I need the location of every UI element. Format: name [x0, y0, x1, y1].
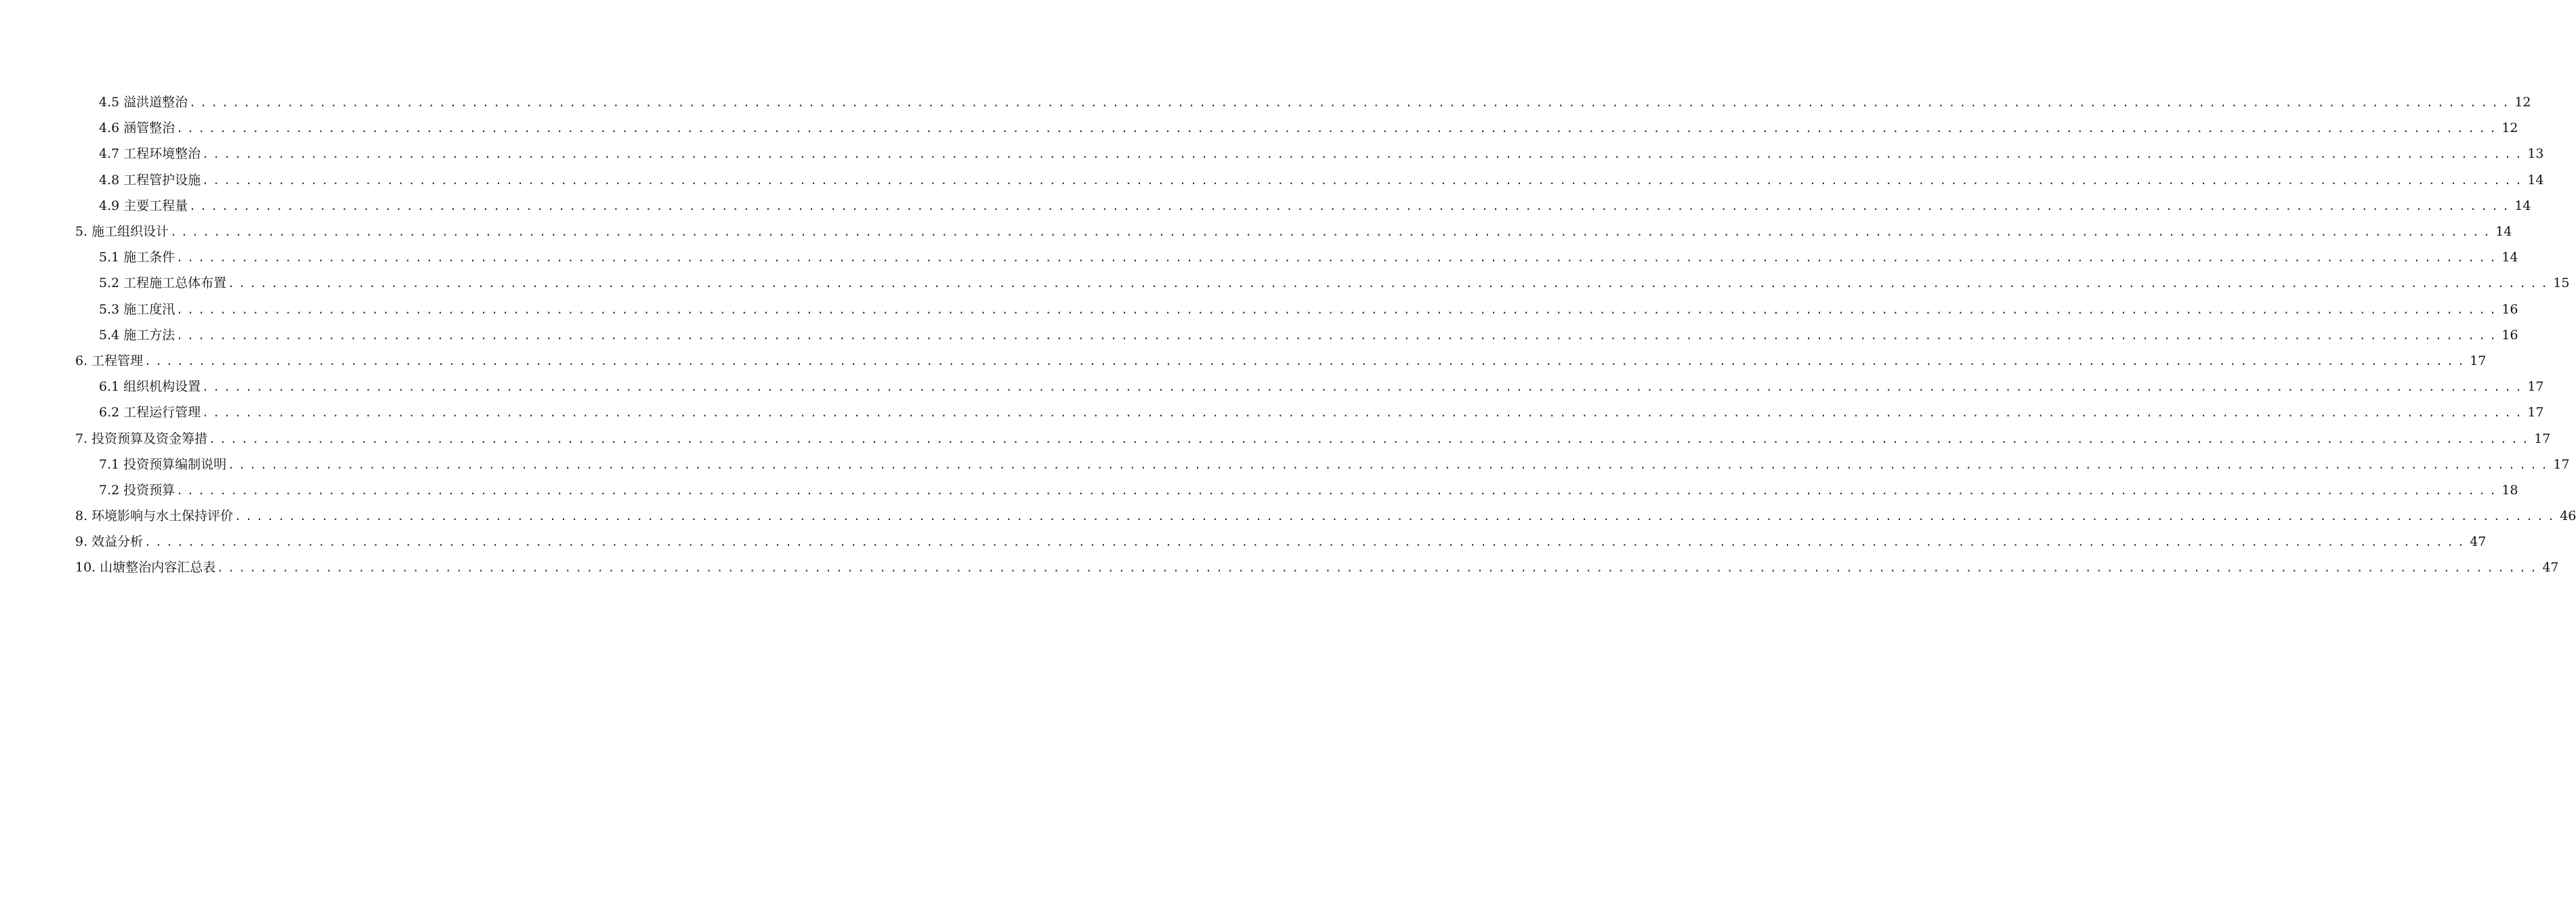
- toc-entry-number: 7.1: [99, 456, 124, 472]
- toc-entry-number: 6.1: [99, 379, 124, 395]
- toc-entry-number: 5.2: [99, 276, 124, 291]
- toc-entry-title: 涵管整治: [123, 121, 175, 136]
- dot-leader: ......................................................................................................................................................................................................................: [217, 561, 2541, 575]
- toc-entry-number: 4.8: [99, 172, 124, 188]
- toc-entry-title: 投资预算编制说明: [123, 456, 227, 472]
- toc-entry-page: 14: [2501, 250, 2518, 265]
- toc-entry-page: 16: [2501, 327, 2518, 343]
- toc-entry-title: 施工度汛: [123, 301, 175, 317]
- toc-entry-5-3[interactable]: [0, 297, 2518, 322]
- toc-entry-6-1[interactable]: [0, 374, 2544, 399]
- toc-entry-page: 12: [2514, 95, 2531, 110]
- toc-entry-number: 7.: [75, 431, 92, 446]
- dot-leader: ......................................................................................................................................................................................................................: [176, 328, 2501, 342]
- toc-entry-page: 46: [2560, 508, 2576, 524]
- toc-entry-number: 5.: [75, 224, 92, 240]
- toc-entry-title: 施工方法: [123, 327, 175, 343]
- dot-leader: ......................................................................................................................................................................................................................: [228, 458, 2552, 471]
- dot-leader: ......................................................................................................................................................................................................................: [144, 354, 2469, 368]
- toc-entry-title: 组织机构设置: [123, 379, 201, 395]
- toc-entry-5-4[interactable]: [0, 322, 2518, 348]
- toc-entry-10[interactable]: [0, 555, 2559, 580]
- toc-entry-page: 47: [2542, 560, 2559, 576]
- dot-leader: ......................................................................................................................................................................................................................: [176, 122, 2501, 135]
- toc-entry-title: 主要工程量: [123, 198, 188, 213]
- toc-entry-page: 17: [2470, 353, 2487, 368]
- toc-entry-page: 17: [2527, 405, 2544, 420]
- toc-entry-number: 8.: [75, 508, 92, 524]
- toc-entry-title: 投资预算及资金筹措: [91, 431, 208, 446]
- toc-entry-7-2[interactable]: [0, 477, 2518, 503]
- toc-entry-number: 5.3: [99, 301, 124, 317]
- toc-entry-number: 4.5: [99, 95, 124, 110]
- toc-entry-number: 4.7: [99, 146, 124, 162]
- toc-entry-title: 工程环境整治: [123, 146, 201, 162]
- toc-entry-title: 工程管护设施: [123, 172, 201, 188]
- toc-entry-page: 16: [2501, 301, 2518, 317]
- dot-leader: ......................................................................................................................................................................................................................: [228, 277, 2552, 290]
- toc-entry-5-2[interactable]: [0, 270, 2570, 296]
- toc-entry-page: 14: [2527, 172, 2544, 188]
- toc-entry-page: 17: [2553, 456, 2570, 472]
- toc-entry-page: 12: [2501, 121, 2518, 136]
- toc-entry-page: 17: [2527, 379, 2544, 395]
- toc-entry-page: 47: [2470, 534, 2487, 550]
- toc-entry-4-8[interactable]: [0, 167, 2544, 193]
- toc-entry-title: 溢洪道整治: [123, 95, 188, 110]
- toc-entry-7[interactable]: [0, 425, 2551, 451]
- dot-leader: ......................................................................................................................................................................................................................: [176, 483, 2501, 497]
- toc-entry-number: 4.6: [99, 121, 124, 136]
- toc-entry-9[interactable]: [0, 529, 2487, 555]
- toc-entry-4-6[interactable]: [0, 115, 2518, 141]
- toc-entry-number: 6.: [75, 353, 92, 368]
- dot-leader: ......................................................................................................................................................................................................................: [176, 303, 2501, 316]
- toc-entry-title: 山塘整治内容汇总表: [100, 560, 216, 576]
- toc-entry-page: 15: [2553, 276, 2570, 291]
- table-of-contents: [0, 89, 2576, 581]
- toc-entry-6-2[interactable]: [0, 399, 2544, 425]
- toc-entry-page: 13: [2527, 146, 2544, 162]
- dot-leader: ......................................................................................................................................................................................................................: [234, 510, 2559, 523]
- dot-leader: ......................................................................................................................................................................................................................: [189, 199, 2514, 213]
- toc-entry-number: 6.2: [99, 405, 124, 420]
- toc-entry-number: 4.9: [99, 198, 124, 213]
- toc-entry-page: 14: [2495, 224, 2512, 240]
- toc-entry-number: 7.2: [99, 482, 124, 498]
- toc-entry-title: 环境影响与水土保持评价: [91, 508, 234, 524]
- toc-entry-title: 工程运行管理: [123, 405, 201, 420]
- toc-entry-title: 效益分析: [91, 534, 144, 550]
- toc-entry-title: 施工组织设计: [91, 224, 169, 240]
- toc-entry-page: 18: [2501, 482, 2518, 498]
- toc-entry-5-1[interactable]: [0, 244, 2518, 270]
- toc-entry-number: 10.: [75, 560, 100, 576]
- dot-leader: ......................................................................................................................................................................................................................: [176, 251, 2501, 265]
- dot-leader: ......................................................................................................................................................................................................................: [202, 148, 2527, 161]
- dot-leader: ......................................................................................................................................................................................................................: [170, 225, 2495, 239]
- toc-entry-5[interactable]: [0, 219, 2512, 244]
- toc-entry-4-7[interactable]: [0, 141, 2544, 167]
- toc-entry-page: 17: [2534, 431, 2551, 446]
- dot-leader: ......................................................................................................................................................................................................................: [202, 381, 2527, 394]
- dot-leader: ......................................................................................................................................................................................................................: [209, 432, 2533, 446]
- toc-entry-title: 投资预算: [123, 482, 175, 498]
- toc-entry-title: 工程管理: [91, 353, 144, 368]
- toc-entry-4-5[interactable]: [0, 89, 2531, 115]
- toc-entry-8[interactable]: [0, 503, 2576, 529]
- toc-entry-number: 5.1: [99, 250, 124, 265]
- toc-entry-title: 施工条件: [123, 250, 175, 265]
- toc-entry-page: 14: [2514, 198, 2531, 213]
- dot-leader: ......................................................................................................................................................................................................................: [189, 96, 2514, 110]
- toc-entry-title: 工程施工总体布置: [123, 276, 227, 291]
- toc-entry-7-1[interactable]: [0, 452, 2570, 477]
- toc-entry-6[interactable]: [0, 348, 2487, 374]
- dot-leader: ......................................................................................................................................................................................................................: [202, 173, 2527, 187]
- dot-leader: ......................................................................................................................................................................................................................: [144, 536, 2469, 549]
- toc-entry-number: 9.: [75, 534, 92, 550]
- toc-entry-number: 5.4: [99, 327, 124, 343]
- dot-leader: ......................................................................................................................................................................................................................: [202, 406, 2527, 420]
- toc-entry-4-9[interactable]: [0, 193, 2531, 219]
